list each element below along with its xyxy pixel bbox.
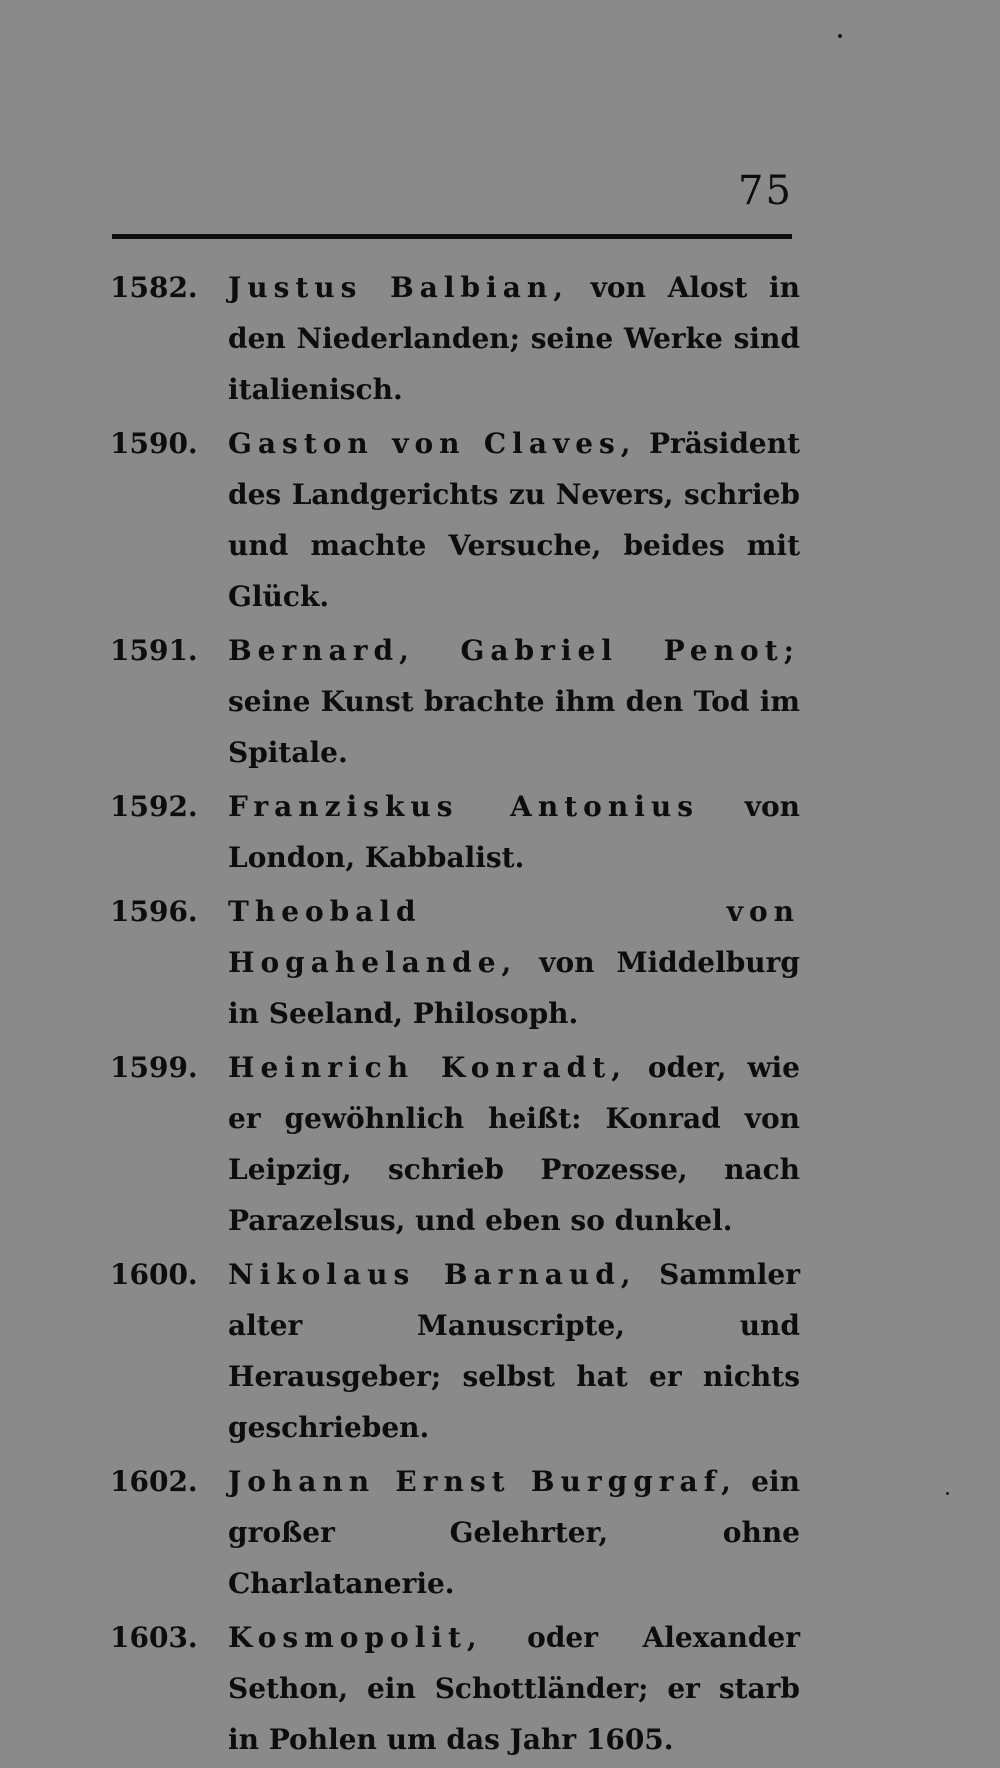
entry-year: 1602. [110, 1465, 198, 1498]
list-item [110, 781, 800, 883]
list-item [110, 262, 800, 415]
entry-name: Nikolaus Barnaud, [228, 1258, 637, 1291]
entry-name: Bernard, Gabriel Penot; [228, 634, 800, 667]
entry-name: Theobald von Hogahelande, [228, 895, 800, 979]
entry-list [110, 262, 800, 1768]
entry-text: von Alost in den Niederlanden; seine Werke sind italienisch. [228, 271, 800, 406]
entry-year: 1591. [110, 634, 198, 667]
entry-name: Gaston von Claves, [228, 427, 637, 460]
list-item [110, 1612, 800, 1765]
entry-text: Präsident des Landgerichts zu Nevers, schrieb und machte Versuche, beides mit Glück. [228, 427, 800, 613]
entry-year: 1582. [110, 271, 198, 304]
page-number: 75 [738, 168, 793, 214]
header-rule [112, 234, 792, 239]
entry-year: 1603. [110, 1621, 198, 1654]
entry-text: von Middelburg in Seeland, Philosoph. [228, 946, 800, 1030]
entry-year: 1599. [110, 1051, 198, 1084]
scan-speck [946, 1492, 949, 1495]
list-item [110, 886, 800, 1039]
entry-year: 1596. [110, 895, 198, 928]
entry-name: Kosmopolit, [228, 1621, 483, 1654]
entry-year: 1600. [110, 1258, 198, 1291]
list-item [110, 418, 800, 622]
list-item [110, 1249, 800, 1453]
entry-text: ein großer Gelehrter, ohne Charlatanerie. [228, 1465, 800, 1600]
scan-speck [838, 34, 842, 38]
entry-text: oder, wie er gewöhnlich heißt: Konrad von Leipzig, schrieb Prozesse, nach Parazelsus, und eben so dunkel. [228, 1051, 800, 1237]
entry-name: Franziskus Antonius [228, 790, 699, 823]
list-item [110, 1042, 800, 1246]
entry-text: oder Alexander Sethon, ein Schottländer; er starb in Pohlen um das Jahr 1605. [228, 1621, 800, 1756]
list-item [110, 1456, 800, 1609]
entry-name: Justus Balbian, [228, 271, 569, 304]
entry-name: Johann Ernst Burggraf, [228, 1465, 737, 1498]
entry-name: Heinrich Konradt, [228, 1051, 627, 1084]
list-item [110, 625, 800, 778]
entry-text: von London, Kabbalist. [228, 790, 800, 874]
entry-year: 1592. [110, 790, 198, 823]
entry-text: Sammler alter Manuscripte, und Herausgeber; selbst hat er nichts geschrieben. [228, 1258, 800, 1444]
entry-text: seine Kunst brachte ihm den Tod im Spitale. [228, 685, 800, 769]
entry-year: 1590. [110, 427, 198, 460]
